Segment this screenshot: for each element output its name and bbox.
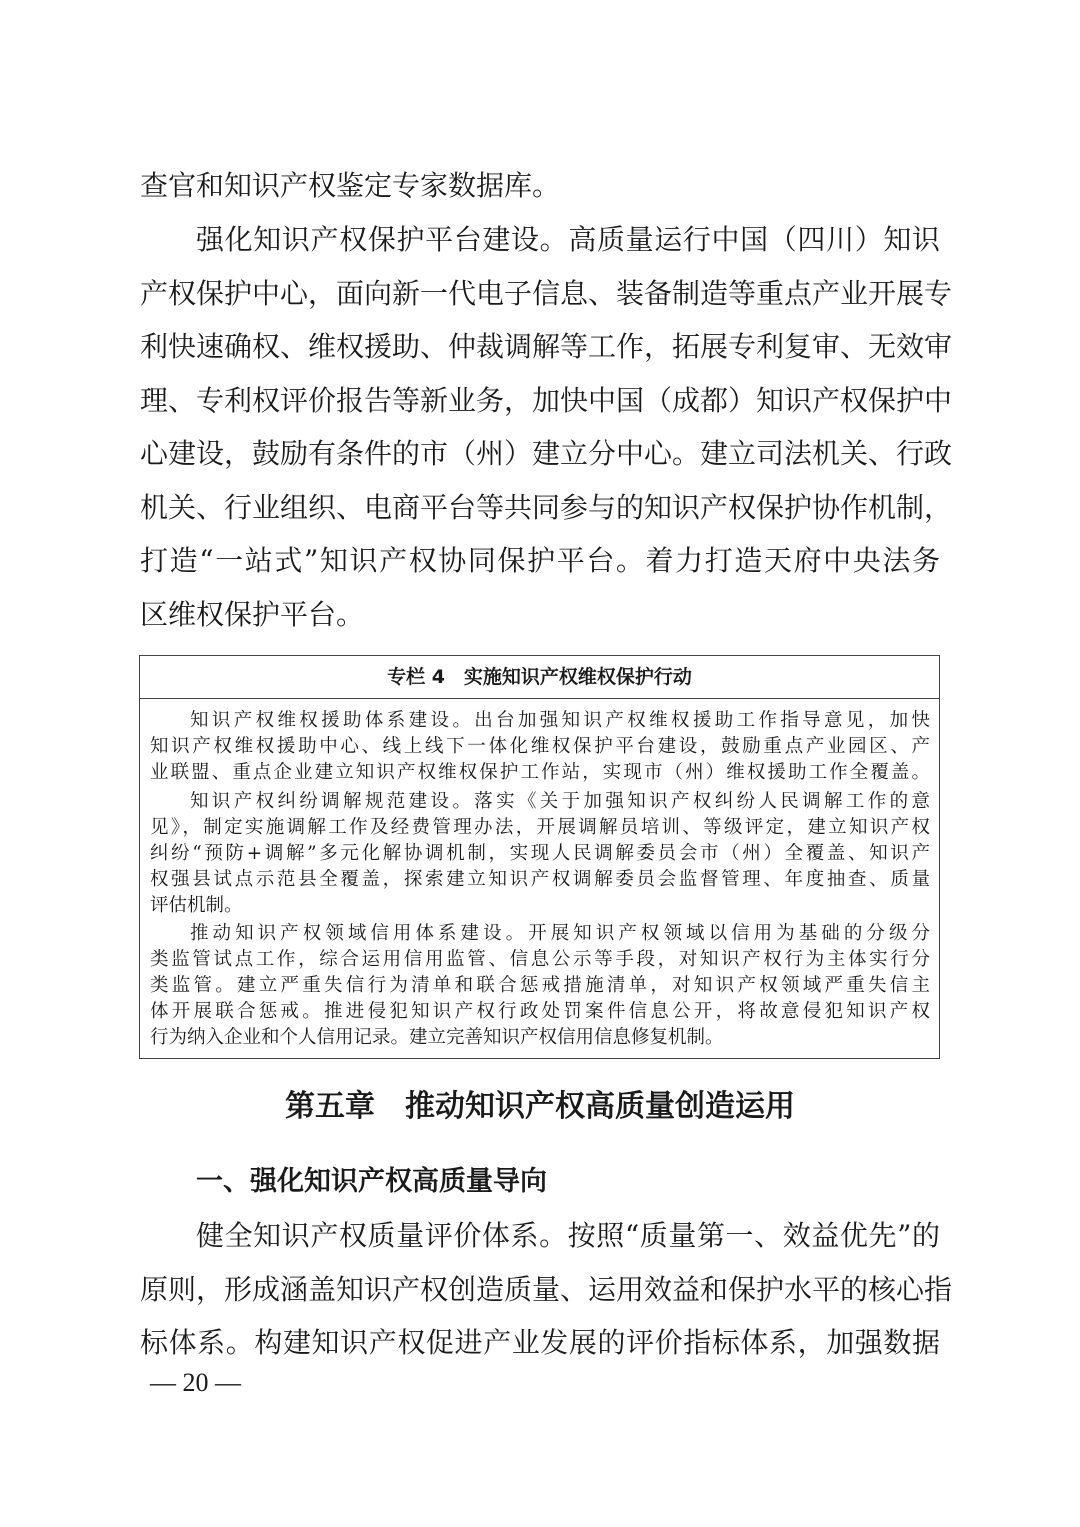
column-box-line: 知识产权维权援助体系建设。出台加强知识产权维权援助工作指导意见，加快 — [190, 710, 930, 731]
column-box-line: 推动知识产权领域信用体系建设。开展知识产权领域以信用为基础的分级分 — [190, 923, 930, 944]
column-box-line: 评估机制。 — [150, 895, 243, 916]
paragraph-line: 查官和知识产权鉴定专家数据库。 — [140, 169, 561, 202]
column-box-line: 知识产权纠纷调解规范建设。落实《关于加强知识产权纠纷人民调解工作的意 — [190, 791, 930, 812]
column-box-line: 业联盟、重点企业建立知识产权维权保护工作站，实现市（州）维权援助工作全覆盖。 — [150, 762, 930, 783]
paragraph-line: 产权保护中心，面向新一代电子信息、装备制造等重点产业开展专 — [140, 277, 953, 310]
column-box — [139, 655, 940, 1059]
page-number: — 20 — — [150, 1368, 241, 1397]
paragraph-line: 心建设，鼓励有条件的市（州）建立分中心。建立司法机关、行政 — [140, 437, 953, 470]
column-box-line: 类监管试点工作，综合运用信用监管、信息公示等手段，对知识产权行为主体实行分 — [150, 949, 930, 970]
section-heading: 一、强化知识产权高质量导向 — [196, 1166, 547, 1197]
paragraph-line: 区维权保护平台。 — [140, 598, 365, 631]
column-box-title: 专栏 4 实施知识产权维权保护行动 — [140, 656, 939, 699]
paragraph-line: 打造“一站式”知识产权协同保护平台。着力打造天府中央法务 — [140, 544, 940, 577]
column-box-line: 知识产权维权援助中心、线上线下一体化维权保护平台建设，鼓励重点产业园区、产 — [150, 736, 930, 757]
paragraph-line: 强化知识产权保护平台建设。高质量运行中国（四川）知识 — [196, 223, 940, 256]
paragraph-line: 机关、行业组织、电商平台等共同参与的知识产权保护协作机制， — [140, 491, 953, 524]
paragraph-line: 原则，形成涵盖知识产权创造质量、运用效益和保护水平的核心指 — [140, 1273, 953, 1306]
paragraph-line: 理、专利权评价报告等新业务，加快中国（成都）知识产权保护中 — [140, 384, 953, 417]
column-box-line: 权强县试点示范县全覆盖，探索建立知识产权调解委员会监督管理、年度抽查、质量 — [150, 869, 930, 890]
chapter-heading: 第五章 推动知识产权高质量创造运用 — [285, 1089, 795, 1124]
column-box-line: 见》，制定实施调解工作及经费管理办法，开展调解员培训、等级评定，建立知识产权 — [150, 817, 930, 838]
column-box-line: 体开展联合惩戒。推进侵犯知识产权行政处罚案件信息公开，将故意侵犯知识产权 — [150, 1001, 930, 1022]
paragraph-line: 利快速确权、维权援助、仲裁调解等工作，拓展专利复审、无效审 — [140, 330, 953, 363]
column-box-line: 行为纳入企业和个人信用记录。建立完善知识产权信用信息修复机制。 — [150, 1027, 724, 1048]
column-box-line: 类监管。建立严重失信行为清单和联合惩戒措施清单，对知识产权领域严重失信主 — [150, 975, 930, 996]
column-box-line: 纠纷“预防+调解”多元化解协调机制，实现人民调解委员会市（州）全覆盖、知识产 — [150, 843, 930, 864]
paragraph-line: 标体系。构建知识产权促进产业发展的评价指标体系，加强数据 — [140, 1326, 940, 1359]
paragraph-line: 健全知识产权质量评价体系。按照“质量第一、效益优先”的 — [196, 1219, 940, 1252]
